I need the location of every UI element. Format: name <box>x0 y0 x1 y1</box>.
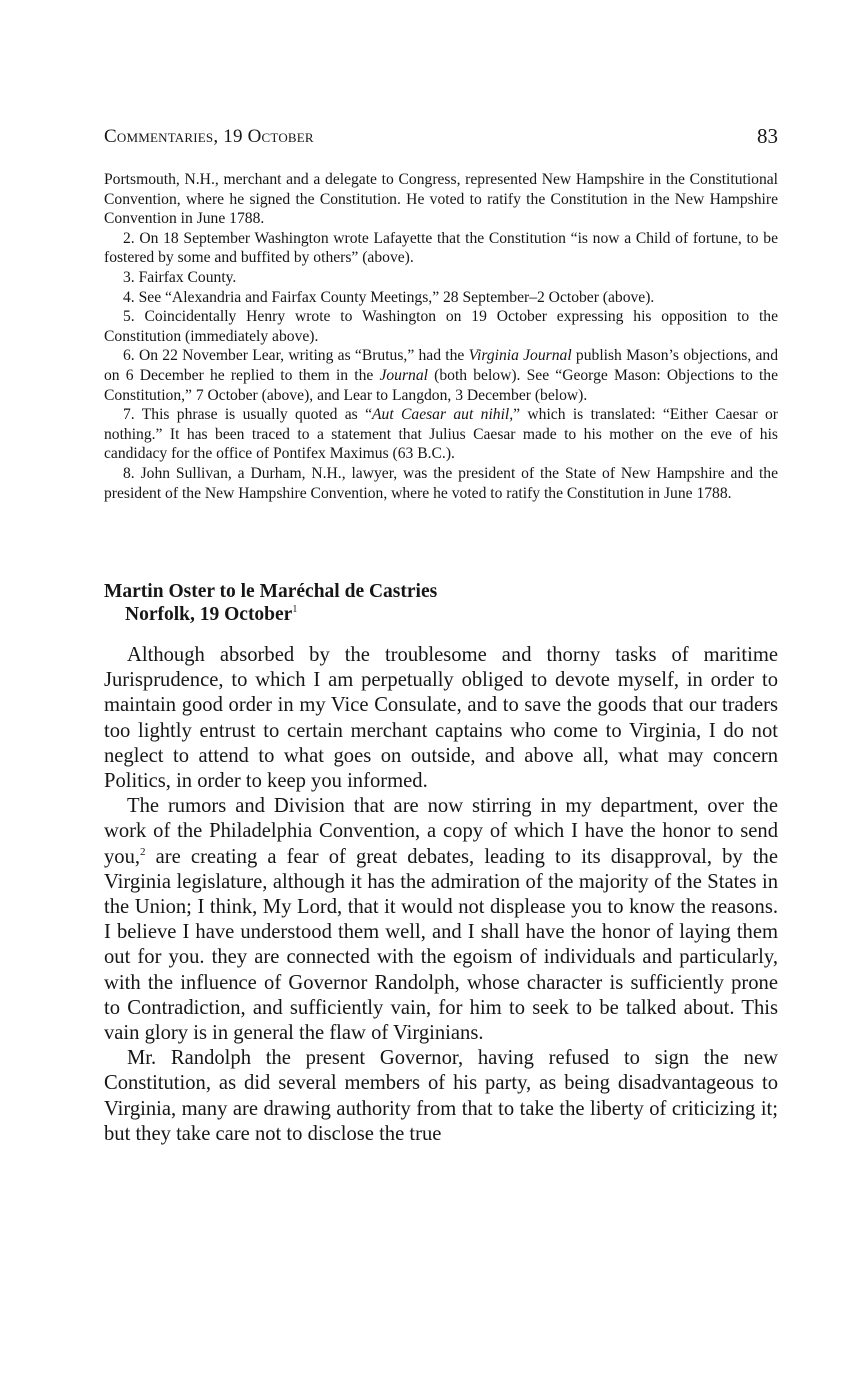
heading-note-ref: 1 <box>292 604 298 615</box>
page-number: 83 <box>757 124 778 148</box>
endnotes <box>104 170 778 503</box>
document-body <box>104 643 778 1147</box>
endnote-6 <box>104 346 778 405</box>
document-heading <box>104 580 778 626</box>
body-paragraph-3: Mr. Randolph the present Governor, having refused to sign the new Constitution, as did several members of his party, as being disadvantageous to Virginia, many are drawing authority from that to take the liberty of criticizing it; but they take care not to disclose the true <box>104 1047 778 1145</box>
body-paragraph-2-text: The rumors and Division that are now stirring in my department, over the work of the Philadelphia Convention, a copy of which I have the honor to send you, <box>104 795 778 868</box>
endnote-6-text-end: (both below). See “George Mason: Objections to the Constitution,” 7 October (above), and Lear to Langdon, 3 December (below). <box>104 366 779 404</box>
endnote-6-italic-2: Journal <box>379 366 428 384</box>
endnote-8: 8. John Sullivan, a Durham, N.H., lawyer, was the president of the State of New Hampshire and the president of the New Hampshire Convention, where he voted to ratify the Constitution in June 1788. <box>104 464 778 502</box>
endnote-7-text: 7. This phrase is usually quoted as “ <box>123 406 372 424</box>
document-place-date <box>104 603 778 626</box>
body-paragraph-1: Although absorbed by the troublesome and thorny tasks of maritime Jurisprudence, to which I am perpetually obliged to devote myself, in order to maintain good order in my Vice Consulate, and to save the goods that our traders too lightly entrust to certain merchant captains who come to Virginia, I do not neglect to attend to what goes on outside, and above all, what may concern Politics, in order to keep you informed. <box>104 644 778 793</box>
endnote-3: 3. Fairfax County. <box>123 268 237 286</box>
endnote-4: 4. See “Alexandria and Fairfax County Meetings,” 28 September–2 October (above). <box>123 288 655 306</box>
document-title: Martin Oster to le Maréchal de Castries <box>104 581 438 602</box>
endnote-2: 2. On 18 September Washington wrote Lafayette that the Constitution “is now a Child of fortune, to be fostered by some and buffited by others” (above). <box>104 229 778 267</box>
body-paragraph-2-text-end: are creating a fear of great debates, leading to its disapproval, by the Virginia legislature, although it has the admiration of the majority of the States in the Union; I think, My Lord, that it would not displease you to know the reasons. I believe I have understood them well, and I shall have the honor of laying them out for you. they are connected with the egoism of individuals and particularly, with the influence of Governor Randolph, whose character is sufficiently prone to Contradiction, and sufficiently vain, for him to seek to be talked about. This vain glory is in general the flaw of Virginians. <box>104 845 778 1045</box>
endnote-6-text-mid: publish Mason’s objections, and on 6 December he replied to them in the <box>104 347 779 384</box>
endnote-6-italic-1: Virginia Journal <box>468 347 572 365</box>
body-paragraph-2 <box>104 794 778 1046</box>
endnote-6-text: 6. On 22 November Lear, writing as “Brutus,” had the <box>123 347 469 365</box>
endnote-7 <box>104 405 778 464</box>
body-note-ref: 2 <box>140 845 146 858</box>
running-title: Commentaries, 19 October <box>104 126 314 147</box>
endnote-1-continuation: Portsmouth, N.H., merchant and a delegate to Congress, represented New Hampshire in the Constitutional Convention, where he signed the Constitution. He voted to ratify the Constitution in the New Hampshire Convention in June 1788. <box>104 171 778 228</box>
endnote-7-italic: Aut Caesar aut nihil, <box>372 406 514 424</box>
running-head <box>104 124 778 154</box>
document-dateline: Norfolk, 19 October <box>125 604 293 625</box>
endnote-7-text-end: ” which is translated: “Either Caesar or nothing.” It has been traced to a statement that Julius Caesar made to his mother on the eve of his candidacy for the office of Pontifex Maximus (63 B.C.). <box>104 406 778 463</box>
endnote-5: 5. Coincidentally Henry wrote to Washington on 19 October expressing his opposition to the Constitution (immediately above). <box>104 308 778 345</box>
